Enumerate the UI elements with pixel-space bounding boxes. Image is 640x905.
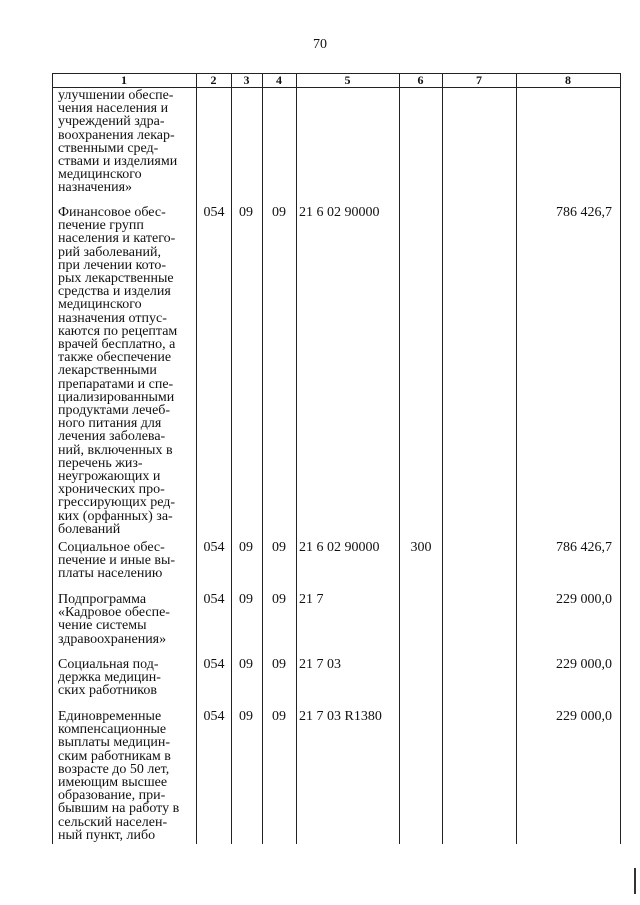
target-article: 21 7 03: [299, 657, 341, 672]
section-code: 09: [239, 540, 253, 555]
amount: 229 000,0: [556, 657, 612, 672]
admin-code: 054: [203, 205, 225, 220]
section-code: 09: [239, 709, 253, 724]
admin-code: 054: [203, 657, 225, 672]
column-divider: [52, 73, 53, 844]
subsection-code: 09: [272, 657, 286, 672]
row-description: Подпрограмма «Кадровое обеспе- чение системы здравоохранения»: [58, 592, 170, 647]
column-header: 1: [121, 73, 127, 87]
subsection-code: 09: [272, 709, 286, 724]
row-description: Финансовое обес- печение групп населения и катего- рий заболеваний, при лечении кото- рых лекарственные средства и изделия медицинского назначения отпус- каются по рецептам врачей бесплатно, а также обеспечение лекарственными препаратами и спе- циализированными продуктами лечеб- ного питания для лечения заболева- ний, включенных в перечень жиз- неугрожающих и хронических про- грессирующих ред- ких (орфанных) за- болеваний: [58, 205, 178, 537]
amount: 786 426,7: [556, 540, 612, 555]
admin-code: 054: [203, 592, 225, 607]
subsection-code: 09: [272, 205, 286, 220]
column-divider: [442, 73, 443, 844]
row-description: Социальное обес- печение и иные вы- платы населению: [58, 540, 176, 582]
column-header: 3: [243, 73, 250, 87]
amount: 229 000,0: [556, 592, 612, 607]
column-header: 2: [210, 73, 217, 87]
row-description: Единовременные компенсационные выплаты медицин- ским работникам в возрасте до 50 лет, имеющим высшее образование, при- бывшим на работу в сельский населен- ный пункт, либо: [58, 709, 180, 843]
row-description: улучшении обеспе- чения населения и учреждений здра- воохранения лекар- ственными сред- ствами и изделиями медицинского назначения»: [58, 88, 178, 196]
section-code: 09: [239, 205, 253, 220]
target-article: 21 7 03 R1380: [299, 709, 382, 724]
column-divider: [231, 73, 232, 844]
row-description: Социальная под- держка медицин- ских работников: [58, 657, 161, 699]
admin-code: 054: [203, 540, 225, 555]
target-article: 21 6 02 90000: [299, 205, 380, 220]
page-number: 70: [313, 37, 327, 52]
column-header: 6: [417, 73, 424, 87]
scan-edge-mark: [634, 868, 636, 894]
admin-code: 054: [203, 709, 225, 724]
column-header: 4: [276, 73, 282, 87]
column-divider: [516, 73, 517, 844]
column-divider: [296, 73, 297, 844]
column-header: 7: [476, 73, 482, 87]
subsection-code: 09: [272, 592, 286, 607]
expense-type: 300: [410, 540, 432, 555]
column-header: 5: [344, 73, 351, 87]
column-divider: [262, 73, 263, 844]
amount: 229 000,0: [556, 709, 612, 724]
column-divider: [620, 73, 621, 844]
column-divider: [196, 73, 197, 844]
column-header: 8: [565, 73, 571, 87]
target-article: 21 6 02 90000: [299, 540, 380, 555]
section-code: 09: [239, 592, 253, 607]
column-divider: [399, 73, 400, 844]
subsection-code: 09: [272, 540, 286, 555]
section-code: 09: [239, 657, 253, 672]
target-article: 21 7: [299, 592, 324, 607]
amount: 786 426,7: [556, 205, 612, 220]
